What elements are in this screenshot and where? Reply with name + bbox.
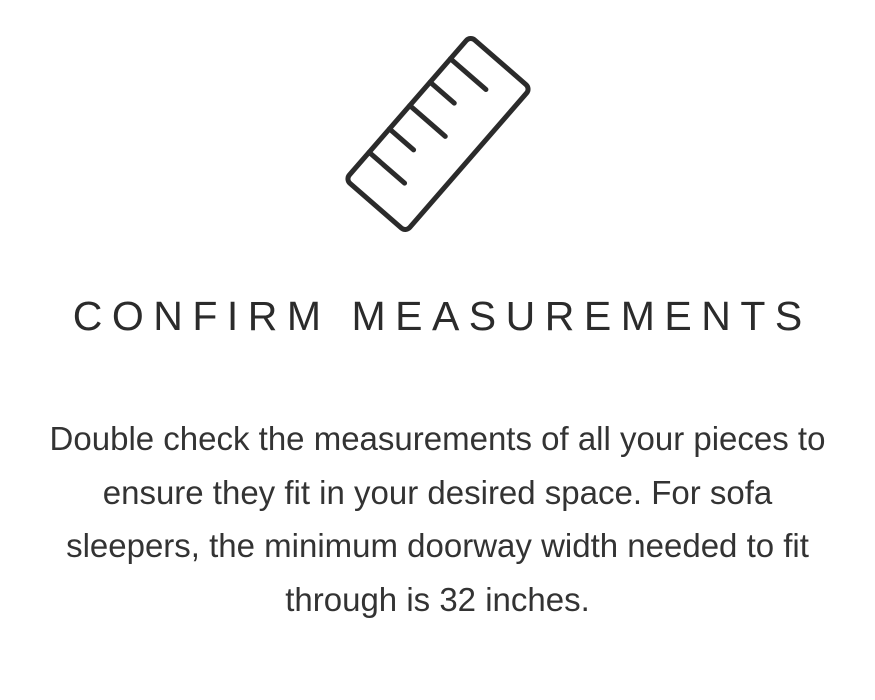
page-title: CONFIRM MEASUREMENTS: [72, 293, 812, 339]
body-text: Double check the measurements of all your pieces to ensure they fit in your desired space. For sofa sleepers, the minimum doorway width needed to fit through is 32 inches.: [49, 420, 826, 618]
ruler-icon: [308, 34, 568, 234]
